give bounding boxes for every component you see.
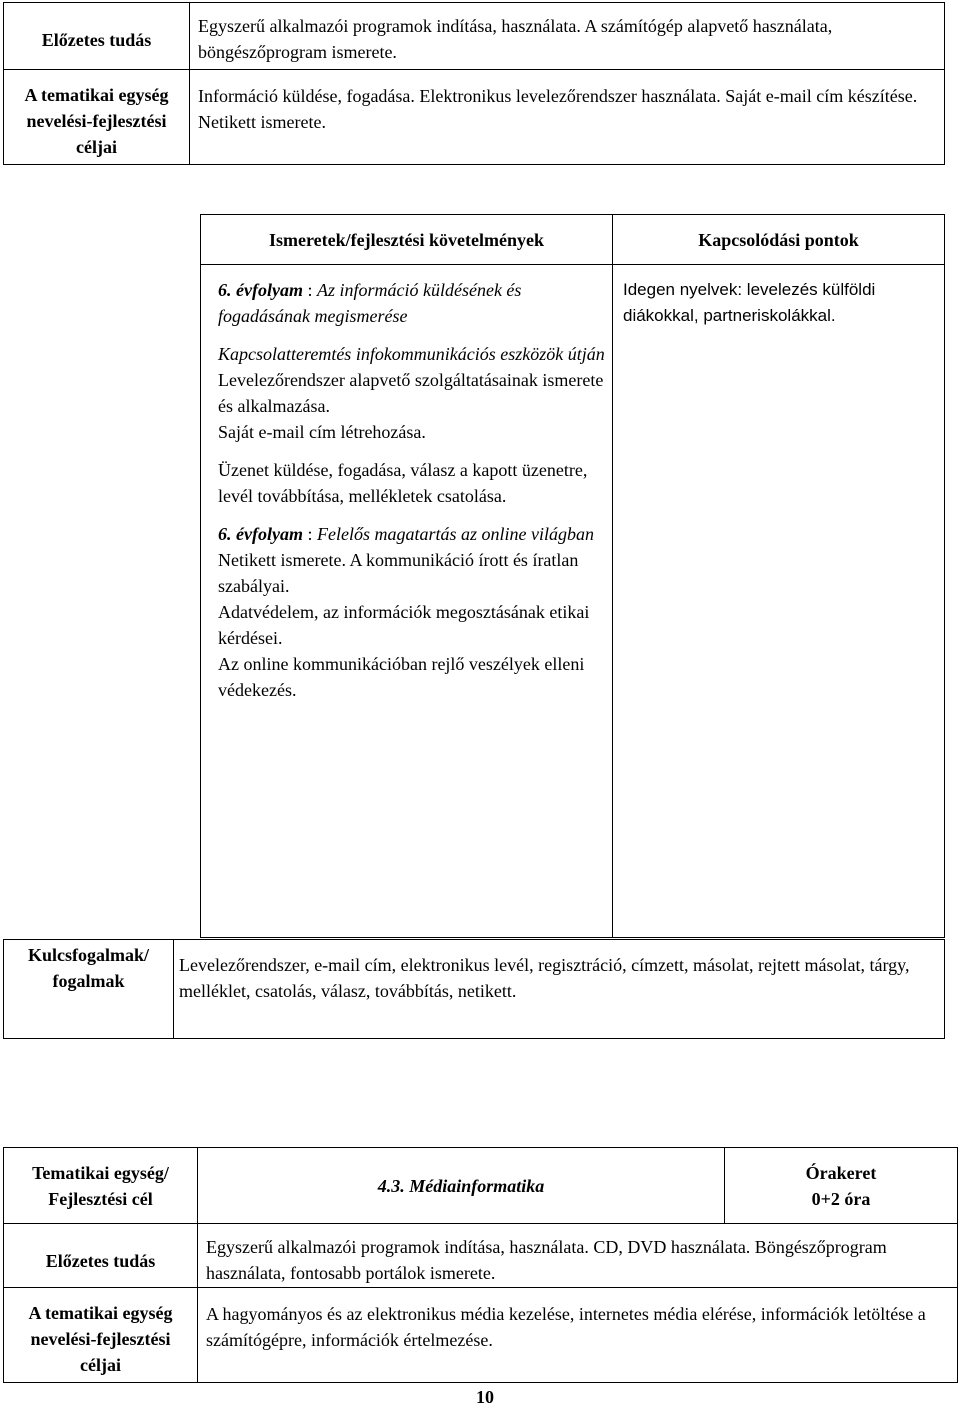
grade-separator: : bbox=[302, 280, 317, 300]
requirements-table bbox=[200, 214, 945, 938]
page-number: 10 bbox=[476, 1387, 494, 1407]
prior-knowledge-table bbox=[3, 2, 945, 165]
unit-title-cell bbox=[198, 1148, 725, 1224]
prior-knowledge-text: Egyszerű alkalmazói programok indítása, használata. CD, DVD használata. Böngészőprogram használata, fontosabb portálok ismerete. bbox=[206, 1237, 887, 1283]
goals-label: A tematikai egység nevelési-fejlesztési céljai bbox=[28, 1303, 173, 1375]
hours-label: Órakeret bbox=[805, 1163, 877, 1183]
requirements-header-cell bbox=[201, 215, 613, 265]
key-concepts-text-cell bbox=[174, 940, 945, 1039]
key-concepts-table bbox=[3, 939, 945, 1039]
unit-label: Tematikai egység/ Fejlesztési cél bbox=[32, 1163, 169, 1209]
connections-header: Kapcsolódási pontok bbox=[698, 229, 859, 250]
requirement-text: Az online kommunikációban rejlő veszélyek elleni védekezés. bbox=[218, 654, 585, 700]
goals-label-cell bbox=[4, 70, 190, 165]
key-concepts-text: Levelezőrendszer, e-mail cím, elektronikus levél, regisztráció, címzett, másolat, rejtett másolat, tárgy, melléklet, csatolás, válasz, továbbítás, netikett. bbox=[179, 955, 910, 1001]
unit-number: 4.3. bbox=[377, 1175, 405, 1196]
requirement-text: Netikett ismerete. A kommunikáció írott és íratlan szabályai. bbox=[218, 550, 579, 596]
requirement-text: Adatvédelem, az információk megosztásának etikai kérdései. bbox=[218, 602, 590, 648]
unit-title: Médiainformatika bbox=[409, 1175, 545, 1196]
media-informatics-table bbox=[3, 1147, 958, 1383]
topic-title: Kapcsolatteremtés infokommunikációs eszközök útján bbox=[218, 344, 605, 364]
grade-label: 6. évfolyam bbox=[218, 280, 303, 300]
goals-label-cell bbox=[4, 1288, 198, 1383]
grade-6-topic-2 bbox=[218, 521, 606, 547]
grade-separator: : bbox=[302, 524, 317, 544]
connections-body-cell bbox=[613, 265, 945, 938]
topic-title: Felelős magatartás az online világban bbox=[316, 524, 594, 544]
prior-knowledge-text-cell bbox=[198, 1224, 958, 1288]
requirement-text: Üzenet küldése, fogadása, válasz a kapott üzenetre, levél továbbítása, mellékletek csatolása. bbox=[218, 460, 588, 506]
prior-knowledge-text: Egyszerű alkalmazói programok indítása, használata. A számítógép alapvető használata, böngészőprogram ismerete. bbox=[198, 16, 833, 62]
prior-knowledge-label-cell bbox=[4, 1224, 198, 1288]
requirement-text: Saját e-mail cím létrehozása. bbox=[218, 422, 426, 442]
hours-value: 0+2 óra bbox=[811, 1189, 871, 1209]
grade-label: 6. évfolyam bbox=[218, 524, 303, 544]
prior-knowledge-label: Előzetes tudás bbox=[41, 30, 152, 50]
key-concepts-label: Kulcsfogalmak/ fogalmak bbox=[27, 945, 149, 991]
goals-text-cell bbox=[190, 70, 945, 165]
hours-cell bbox=[725, 1148, 958, 1224]
prior-knowledge-label-cell bbox=[4, 3, 190, 70]
grade-6-topic-1 bbox=[218, 277, 606, 329]
topic-title: Az információ küldésének és fogadásának megismerése bbox=[218, 280, 522, 326]
requirements-header: Ismeretek/fejlesztési követelmények bbox=[268, 229, 545, 250]
key-concepts-label-cell bbox=[4, 940, 174, 1039]
goals-text: A hagyományos és az elektronikus média kezelése, internetes média elérése, információk letöltése a számítógépre, információk értelmezése. bbox=[206, 1304, 926, 1350]
goals-text-cell bbox=[198, 1288, 958, 1383]
connections-header-cell bbox=[613, 215, 945, 265]
prior-knowledge-label: Előzetes tudás bbox=[45, 1251, 156, 1271]
requirements-body-cell bbox=[201, 265, 613, 938]
goals-label: A tematikai egység nevelési-fejlesztési céljai bbox=[24, 85, 169, 157]
goals-text: Információ küldése, fogadása. Elektronikus levelezőrendszer használata. Saját e-mail cím készítése. Netikett ismerete. bbox=[198, 86, 918, 132]
requirement-text: Levelezőrendszer alapvető szolgáltatásainak ismerete és alkalmazása. bbox=[218, 370, 604, 416]
prior-knowledge-text-cell bbox=[190, 3, 945, 70]
connections-text: Idegen nyelvek: levelezés külföldi diákokkal, partneriskolákkal. bbox=[623, 280, 876, 325]
unit-label-cell bbox=[4, 1148, 198, 1224]
